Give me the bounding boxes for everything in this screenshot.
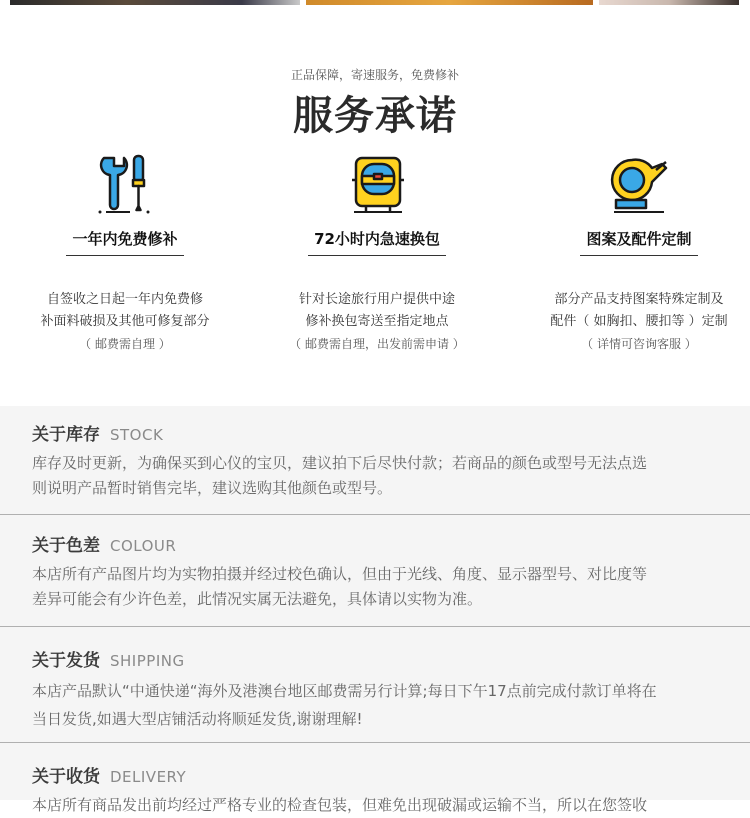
page-subtitle: 正品保障，寄速服务，免费修补 [290, 68, 459, 82]
promise-quick-exchange [252, 150, 502, 355]
promise-description: 自签收之日起一年内免费修 补面料破损及其他可修复部分 [40, 292, 210, 329]
wrench-screwdriver-icon [90, 150, 160, 220]
section-body: 本店所有商品发出前均经过严格专业的检查包装，但难免出现破漏或运输不当，所以在您签收 [32, 796, 648, 814]
section-body: 库存及时更新，为确保买到心仪的宝贝，建议拍下后尽快付款；若商品的颜色或型号无法点选 则说明产品暂时销售完毕，建议选购其他颜色或型号。 [32, 454, 648, 497]
section-body: 本店所有产品图片均为实物拍摄并经过校色确认，但由于光线、角度、显示器型号、对比度等 差异可能会有少许色差，此情况实属无法避免，具体请以实物为准。 [32, 565, 648, 608]
section-title-en: SHIPPING [110, 652, 185, 670]
section-title-en: STOCK [110, 426, 164, 444]
promise-title: 图案及配件定制 [586, 228, 691, 252]
section-title: 关于色差 [32, 536, 100, 556]
section-title: 关于收货 [32, 767, 100, 787]
bag-icon [342, 150, 412, 220]
promise-description: 部分产品支持图案特殊定制及 配件（ 如胸扣、腰扣等 ）定制 [550, 292, 728, 329]
divider [0, 742, 750, 743]
product-photo-3 [599, 0, 739, 5]
divider [0, 626, 750, 627]
promise-title: 一年内免费修补 [72, 228, 177, 252]
page-title: 服务承诺 [293, 93, 457, 139]
promise-title: 72小时内急速换包 [314, 228, 440, 252]
promise-free-repair [0, 150, 250, 355]
section-colour [0, 531, 750, 612]
section-stock [0, 420, 750, 501]
section-title-en: COLOUR [110, 537, 177, 555]
product-photo-2 [306, 0, 593, 5]
promise-note: （ 邮费需自理，出发前需申请 ） [289, 337, 465, 351]
section-title: 关于库存 [32, 425, 100, 445]
section-title: 关于发货 [32, 651, 100, 671]
promise-note: （ 邮费需自理 ） [79, 337, 171, 351]
promise-note: （ 详情可咨询客服 ） [581, 337, 697, 351]
product-photo-1 [10, 0, 300, 5]
divider [0, 514, 750, 515]
promise-description: 针对长途旅行用户提供中途 修补换包寄送至指定地点 [298, 292, 455, 329]
promise-customization [514, 150, 750, 355]
section-title-en: DELIVERY [110, 768, 187, 786]
section-delivery [0, 762, 750, 818]
photo-strip [0, 0, 750, 5]
section-body: 本店产品默认“中通快递“海外及港澳台地区邮费需另行计算;每日下午17点前完成付款订单将在 当日发货,如遇大型店铺活动将顺延发货,谢谢理解! [32, 682, 657, 728]
section-shipping [0, 646, 750, 733]
tape-measure-icon [604, 150, 674, 220]
